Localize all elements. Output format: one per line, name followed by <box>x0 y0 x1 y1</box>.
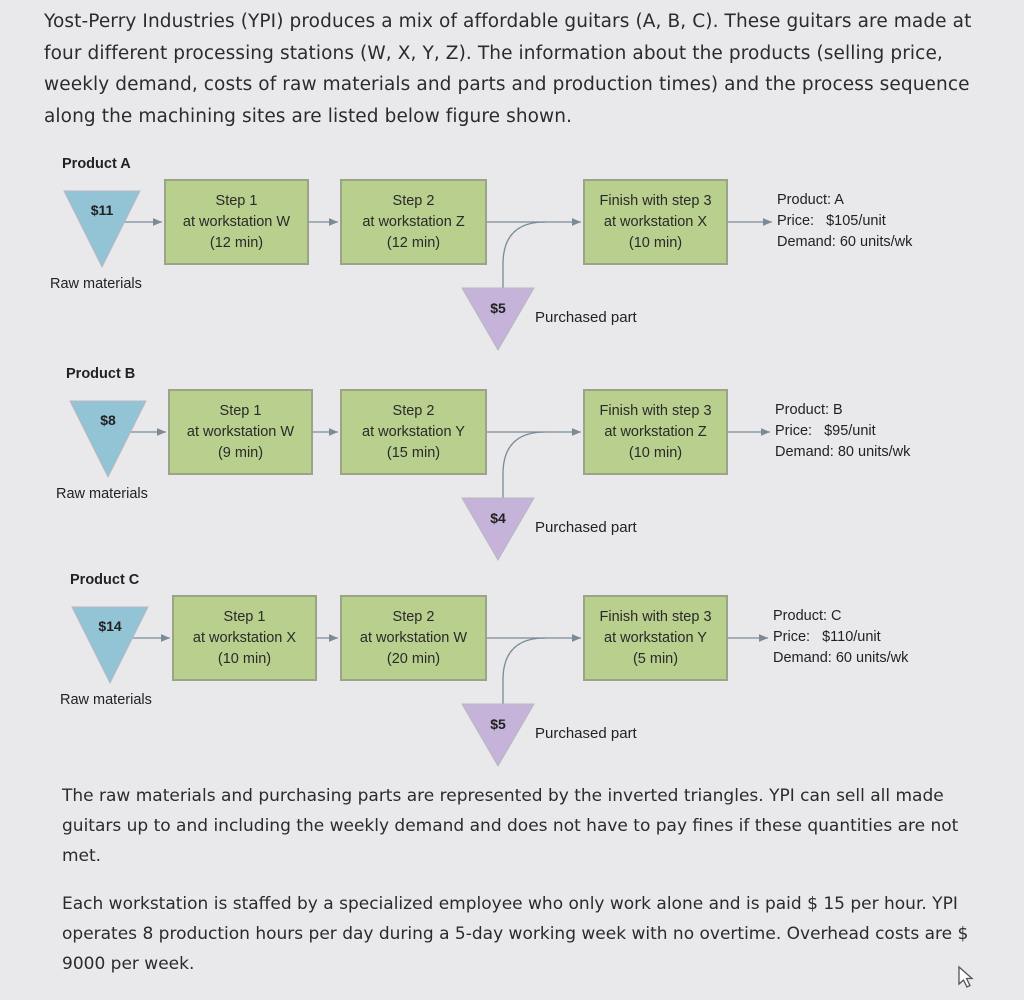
step2-time: (15 min) <box>386 444 441 461</box>
info-product: Product: B <box>775 402 843 418</box>
info-demand: Demand: 80 units/wk <box>775 444 911 460</box>
purchased-part-triangle-icon <box>460 286 536 352</box>
step1-time: (10 min) <box>217 650 272 667</box>
part-cost: $4 <box>490 510 506 526</box>
step2-workstation: at workstation W <box>359 629 468 646</box>
step3-workstation: at workstation Z <box>604 423 707 440</box>
raw-materials-triangle-icon <box>68 399 148 479</box>
purchased-part-connector <box>503 222 545 290</box>
step1-time: (12 min) <box>209 234 264 251</box>
info-price-label: Price: <box>773 629 811 645</box>
info-price: $105/unit <box>826 213 886 229</box>
info-price-label: Price: <box>777 213 815 229</box>
purchased-part-label: Purchased part <box>535 519 637 536</box>
info-product: Product: C <box>773 608 842 624</box>
info-demand: Demand: 60 units/wk <box>773 650 909 666</box>
product-label: Product B <box>66 366 136 382</box>
mouse-cursor-icon <box>956 965 978 989</box>
part-cost: $5 <box>490 300 506 316</box>
step2-time: (20 min) <box>386 650 441 667</box>
step3-title: Finish with step 3 <box>599 192 712 209</box>
info-product: Product: A <box>777 192 844 208</box>
raw-materials-label: Raw materials <box>60 692 152 708</box>
purchased-part-label: Purchased part <box>535 725 637 742</box>
workstation-paragraph: Each workstation is staffed by a specialized employee who only work alone and is paid $ 15 per hour. YPI operates 8 production hours per day during a 5-day working week with no overtime. Overhead costs are $ 9000 per week. <box>62 894 969 974</box>
step3-workstation: at workstation X <box>603 213 708 230</box>
product-info <box>777 190 912 253</box>
step1-box <box>172 595 317 681</box>
step1-title: Step 1 <box>223 608 266 625</box>
product-info <box>773 606 908 669</box>
step3-box <box>583 389 728 475</box>
step1-title: Step 1 <box>215 192 258 209</box>
step3-box <box>583 595 728 681</box>
step3-workstation: at workstation Y <box>604 629 707 646</box>
step1-box <box>168 389 313 475</box>
step1-box <box>164 179 309 265</box>
step3-time: (5 min) <box>632 650 679 667</box>
raw-materials-paragraph: The raw materials and purchasing parts are represented by the inverted triangles. YPI can sell all made guitars up to and including the weekly demand and does not have to pay fines if these quantities are not met. <box>62 786 959 866</box>
purchased-part-connector <box>503 432 545 500</box>
step2-workstation: at workstation Z <box>362 213 465 230</box>
step2-box <box>340 389 487 475</box>
step2-box <box>340 179 487 265</box>
raw-cost: $11 <box>90 202 114 218</box>
step1-workstation: at workstation W <box>182 213 291 230</box>
step2-box <box>340 595 487 681</box>
step2-workstation: at workstation Y <box>362 423 465 440</box>
raw-cost: $14 <box>98 618 122 634</box>
step3-time: (10 min) <box>628 234 683 251</box>
purchased-part-label: Purchased part <box>535 309 637 326</box>
purchased-part-connector <box>503 638 545 706</box>
product-info <box>775 400 910 463</box>
raw-cost: $8 <box>100 412 116 428</box>
step2-title: Step 2 <box>392 402 435 419</box>
info-price-label: Price: <box>775 423 813 439</box>
step3-box <box>583 179 728 265</box>
step1-workstation: at workstation W <box>186 423 295 440</box>
purchased-part-triangle-icon <box>460 702 536 768</box>
step3-time: (10 min) <box>628 444 683 461</box>
raw-materials-triangle-icon <box>62 189 142 269</box>
raw-materials-label: Raw materials <box>56 486 148 502</box>
step1-workstation: at workstation X <box>192 629 297 646</box>
step2-title: Step 2 <box>392 192 435 209</box>
step2-time: (12 min) <box>386 234 441 251</box>
part-cost: $5 <box>490 716 506 732</box>
step1-time: (9 min) <box>217 444 264 461</box>
intro-paragraph: Yost-Perry Industries (YPI) produces a mix of affordable guitars (A, B, C). These guitars are made at four different processing stations (W, X, Y, Z). The information about the products (selling price, weekly demand, costs of raw materials and parts and production times) and the process sequence along the machining sites are listed below figure shown. <box>44 11 972 127</box>
step2-title: Step 2 <box>392 608 435 625</box>
info-price: $110/unit <box>822 629 881 645</box>
purchased-part-triangle-icon <box>460 496 536 562</box>
step3-title: Finish with step 3 <box>599 608 712 625</box>
raw-materials-label: Raw materials <box>50 276 142 292</box>
step3-title: Finish with step 3 <box>599 402 712 419</box>
product-label: Product C <box>70 572 140 588</box>
step1-title: Step 1 <box>219 402 262 419</box>
raw-materials-triangle-icon <box>70 605 150 685</box>
product-label: Product A <box>62 156 131 172</box>
info-price: $95/unit <box>824 423 876 439</box>
info-demand: Demand: 60 units/wk <box>777 234 913 250</box>
